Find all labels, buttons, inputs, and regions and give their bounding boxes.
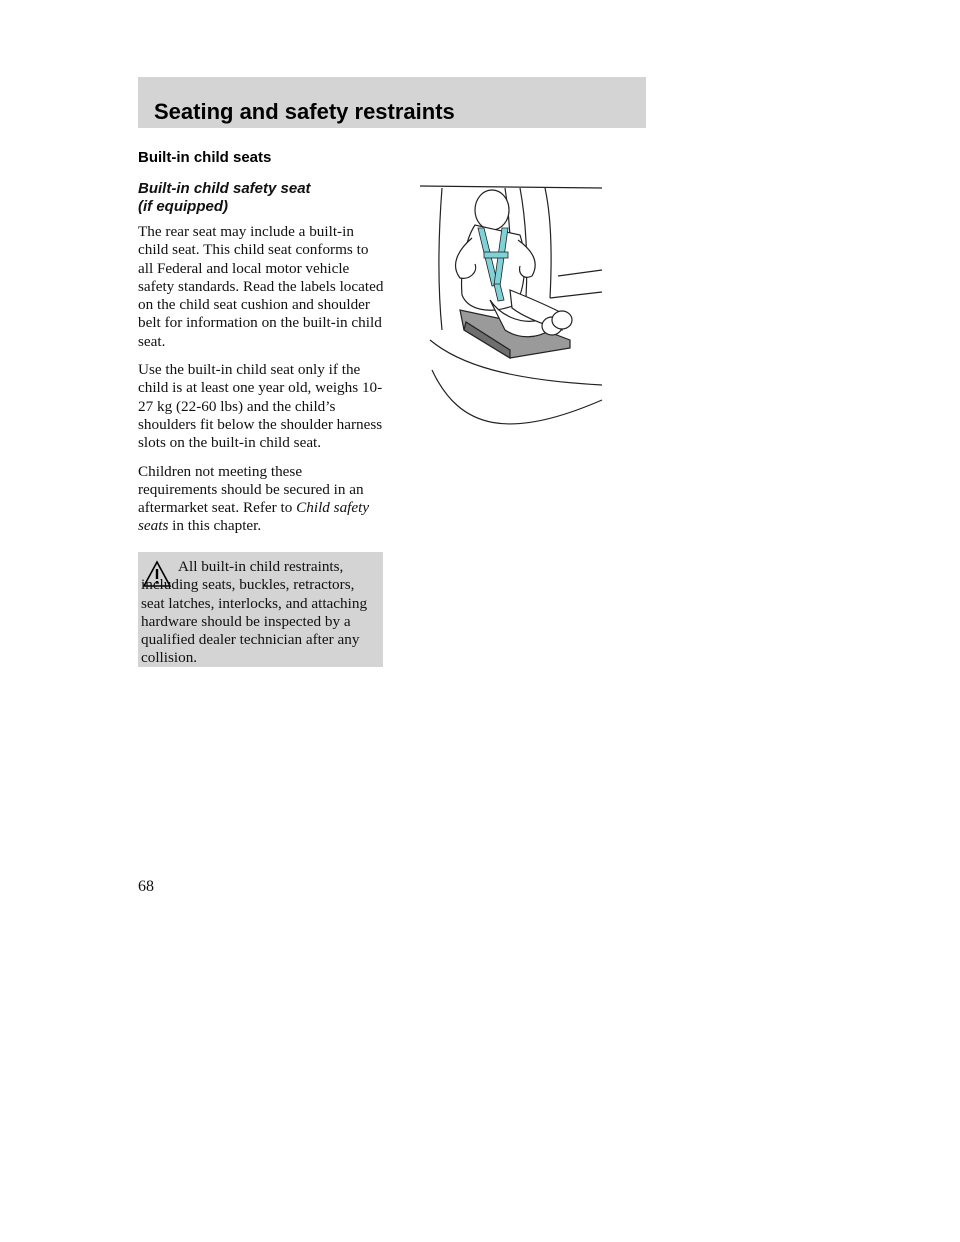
warning-text-content: All built-in child restraints, including seats, buckles, retractors, seat latches, interlocks, and attaching hardware should be inspected by a qualified dealer technician after any collision. [141,558,368,667]
paragraph-3-text: Children not meeting these requirements should be secured in an aftermarket seat. Refer to [138,462,364,517]
subsection-title-line1: Built-in child safety seat [138,180,311,197]
paragraph-2: Use the built-in child seat only if the child is at least one year old, weighs 10-27 kg (22-60 lbs) and the child’s shoulders fit below the shoulder harness slots on the built-in child seat. [138,361,383,452]
child-in-built-in-seat-illustration [420,180,610,440]
paragraph-3-end: in this chapter. [168,517,262,535]
paragraph-3 [138,463,384,536]
page-number: 68 [138,878,154,895]
body-text [138,223,384,546]
section-title: Built-in child seats [138,149,272,166]
subsection-title [138,180,388,216]
paragraph-1: The rear seat may include a built-in child seat. This child seat conforms to all Federal and local motor vehicle safety standards. Read the labels located on the child seat cushion and shoulder belt for information on the built-in child seat. [138,223,384,350]
subsection-title-line2: (if equipped) [138,198,228,215]
child-safety-seats-reference: Child safety seats [138,499,370,535]
warning-text [141,558,381,668]
warning-box [138,552,383,667]
page-header-title: Seating and safety restraints [154,99,455,124]
header-band [138,77,646,128]
